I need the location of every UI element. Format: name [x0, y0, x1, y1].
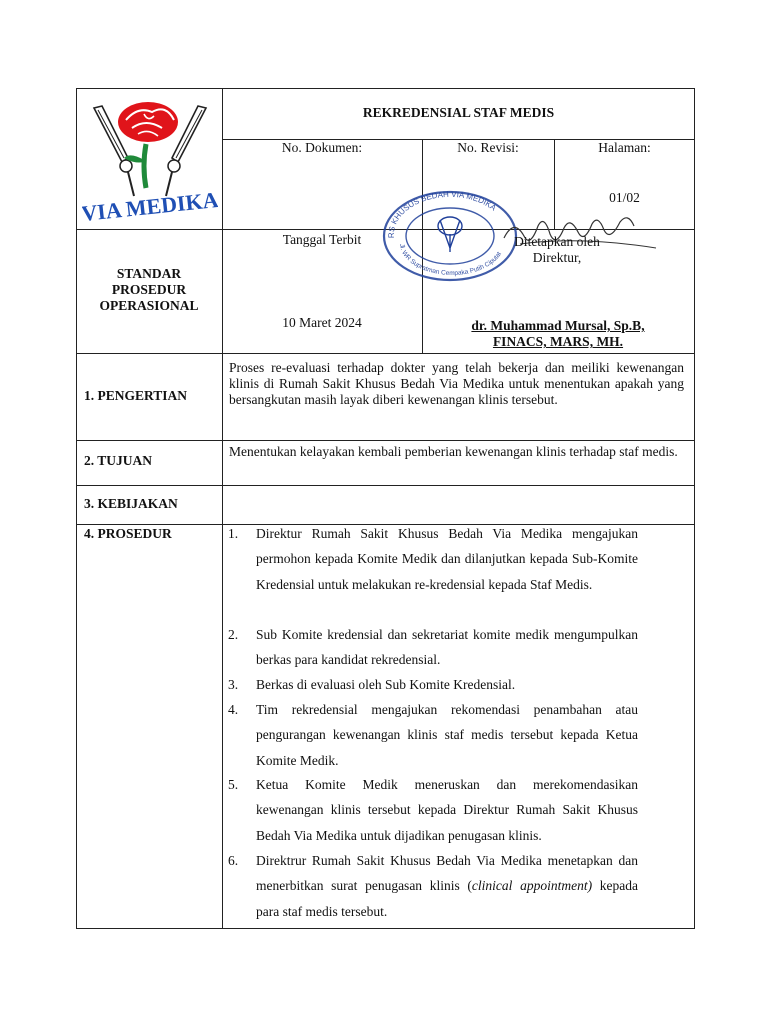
section-tujuan-text: Menentukan kelayakan kembali pemberian kewenangan klinis terhadap staf medis.	[229, 444, 678, 459]
director-line2: FINACS, MARS, MH.	[492, 334, 624, 349]
issued-date: 10 Maret 2024	[282, 315, 362, 330]
table-border-right	[694, 88, 695, 929]
table-border-bottom	[76, 928, 695, 929]
sop-title-line3: OPERASIONAL	[99, 298, 199, 313]
procedure-6-text-b: kepada para staf medis tersebut.	[256, 878, 638, 919]
procedure-6-text-italic: clinical appointment)	[471, 878, 593, 894]
sop-title-line1: STANDAR	[116, 266, 182, 281]
stamp-bottom-text: Jl. WR Supratman Cempaka Putih Ciputat	[397, 243, 503, 278]
procedure-item-6: 6. Direktrur Rumah Sakit Khusus Bedah Via Medika menetapkan dan menerbitkan surat penugasan klinis (clinical appointment) kepada para staf medis tersebut.	[228, 853, 638, 919]
page-label: Halaman:	[598, 140, 651, 155]
logo	[82, 96, 218, 224]
section-tujuan-label: 2. TUJUAN	[84, 453, 153, 468]
table-border-left	[76, 88, 77, 929]
sop-title-line2: PROSEDUR	[111, 282, 187, 297]
table-border-row-pengertian-bottom	[76, 440, 695, 441]
document-title: REKREDENSIAL STAF MEDIS	[362, 105, 555, 120]
revision-label: No. Revisi:	[457, 140, 519, 155]
logo-text: VIA MEDIKA	[82, 186, 218, 224]
official-stamp	[380, 186, 520, 282]
rose-forceps-logo-icon	[82, 96, 218, 224]
procedure-6-text-a: Direktrur Rumah Sakit Khusus Bedah Via Medika menetapkan dan menerbitkan surat penugasan klinis (	[256, 853, 638, 894]
stamp-top-text: RS KHUSUS BEDAH VIA MEDIKA	[386, 189, 498, 239]
procedure-item-1: 1. Direktur Rumah Sakit Khusus Bedah Via Medika mengajukan permohon kepada Komite Medik dan dilanjutkan kepada Sub-Komite Kredensial untuk melakukan re-kredensial kepada Staf Medis.	[228, 526, 638, 592]
procedure-item-5: 5. Ketua Komite Medik meneruskan dan merekomendasikan kewenangan klinis tersebut kepada Direktur Rumah Sakit Khusus Bedah Via Medika untuk dijadikan penugasan klinis.	[228, 777, 638, 843]
approved-by	[502, 234, 612, 266]
section-pengertian-text: Proses re-evaluasi terhadap dokter yang telah bekerja dan meiliki kewenangan klinis di Rumah Sakit Khusus Bedah Via Medika untuk menentukan apakah yang bersangkutan masih layak diberi kewenangan klinis tersebut.	[229, 360, 684, 407]
director-line1: dr. Muhammad Mursal, Sp.B,	[471, 318, 645, 333]
sop-title	[76, 266, 222, 314]
table-border-header-bottom	[76, 353, 695, 354]
section-pengertian-label: 1. PENGERTIAN	[84, 388, 188, 403]
procedure-item-3: 3. Berkas di evaluasi oleh Sub Komite Kredensial.	[228, 677, 516, 692]
section-kebijakan-label: 3. KEBIJAKAN	[84, 496, 178, 511]
director-name	[424, 318, 692, 350]
doc-number-label: No. Dokumen:	[281, 140, 363, 155]
approved-line2: Direktur,	[532, 250, 582, 265]
procedure-item-2: 2. Sub Komite kredensial dan sekretariat komite medik mengumpulkan berkas para kandidat rekredensial.	[228, 627, 638, 668]
page-value: 01/02	[609, 190, 640, 205]
stamp-icon	[380, 186, 520, 282]
table-border-row-tujuan-bottom	[76, 485, 695, 486]
procedure-item-4: 4. Tim rekredensial mengajukan rekomendasi penambahan atau pengurangan kewenangan klinis staf medis tersebut kepada Ketua Komite Medik.	[228, 702, 638, 768]
approved-line1: Ditetapkan oleh	[514, 234, 600, 249]
svg-text:RS KHUSUS BEDAH VIA MEDIKA	[387, 190, 499, 238]
table-border-col1	[222, 88, 223, 929]
issued-label: Tanggal Terbit	[282, 232, 362, 247]
section-prosedur-label: 4. PROSEDUR	[84, 526, 172, 541]
table-border-top	[76, 88, 695, 89]
